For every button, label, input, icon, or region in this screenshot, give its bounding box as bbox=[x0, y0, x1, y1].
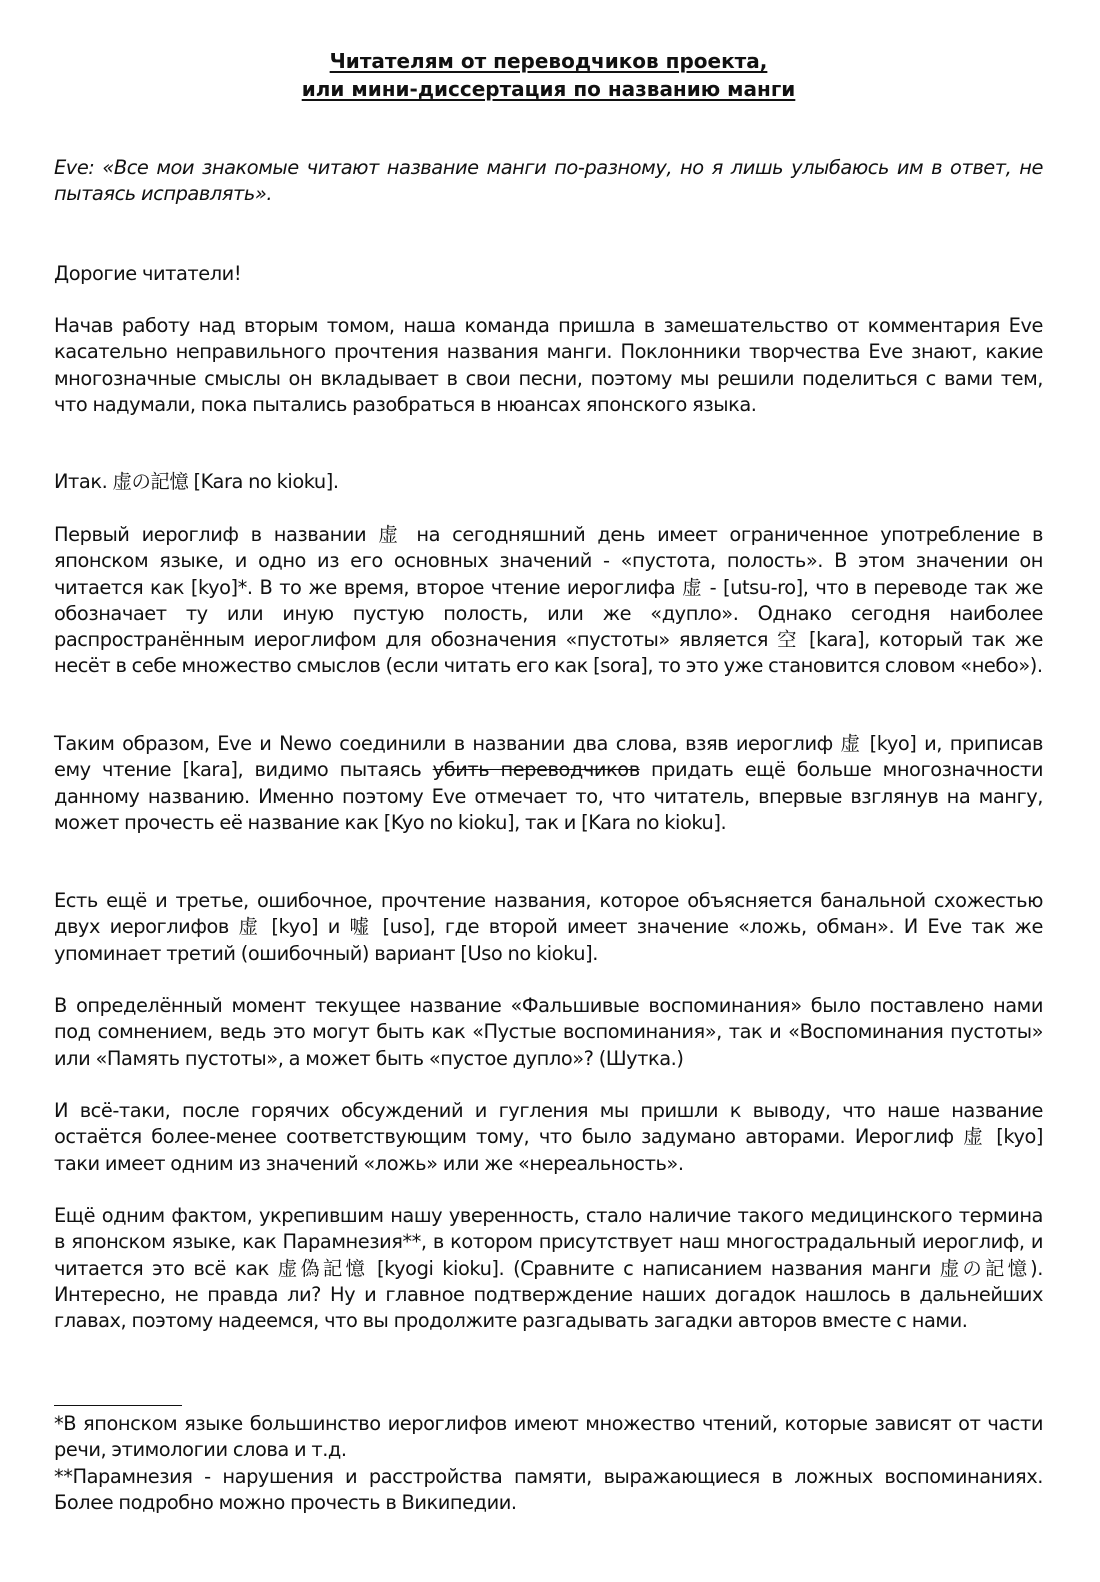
title-line-2: или мини-диссертация по названию манги bbox=[301, 77, 796, 101]
footnote-1: *В японском языке большинство иероглифов имеют множество чтений, которые зависят от части речи, этимологии слова и т.д. bbox=[54, 1412, 1043, 1462]
paragraph-title-reading: Итак. 虚の記憶 [Kara no kioku]. bbox=[54, 470, 339, 493]
paragraph-combination bbox=[54, 731, 1043, 836]
p4-text-before: Таким образом, Eve и Newo соединили в названии два слова, взяв иероглиф 虚 [kyo] и, приписав ему чтение [kara], видимо пытаясь bbox=[54, 732, 1043, 782]
title-line-1: Читателям от переводчиков проекта, bbox=[329, 49, 768, 73]
paragraph-third-reading: Есть ещё и третье, ошибочное, прочтение названия, которое объясняется банальной схожестью двух иероглифов 虚 [kyo] и 嘘 [uso], где второй имеет значение «ложь, обман». И Eve так же упоминает третий (ошибочный) вариант [Uso no kioku]. bbox=[54, 889, 1043, 965]
paragraph-title-doubt: В определённый момент текущее название «Фальшивые воспоминания» было поставлено нами под сомнением, ведь это могут быть как «Пустые воспоминания», так и «Воспоминания пустоты» или «Память пустоты», а может быть «пустое дупло»? (Шутка.) bbox=[54, 994, 1043, 1070]
paragraph-paramnesia: Ещё одним фактом, укрепившим нашу уверенность, стало наличие такого медицинского термина в японском языке, как Парамнезия**, в котором присутствует наш многострадальный иероглиф, и читается это всё как 虚偽記憶 [kyogi kioku]. (Сравните с написанием названия манги 虚の記憶). Интересно, не правда ли? Ну и главное подтверждение наших догадок нашлось в дальнейших главах, поэтому надеемся, что вы продолжите разгадывать загадки авторов вместе с нами. bbox=[54, 1204, 1043, 1333]
footnote-2: **Парамнезия - нарушения и расстройства памяти, выражающиеся в ложных воспоминаниях. Более подробно можно прочесть в Википедии. bbox=[54, 1465, 1043, 1515]
p4-text-after: придать ещё больше многозначности данному названию. Именно поэтому Eve отмечает то, что читатель, впервые взглянув на мангу, может прочесть её название как [Kyo no kioku], так и [Kara no kioku]. bbox=[54, 758, 1043, 834]
epigraph-quote: Eve: «Все мои знакомые читают название манги по-разному, но я лишь улыбаюсь им в ответ, не пытаясь исправлять». bbox=[54, 156, 1043, 206]
paragraph-first-kanji: Первый иероглиф в названии 虚 на сегодняшний день имеет ограниченное употребление в японском языке, и одно из его основных значений - «пустота, полость». В этом значении он читается как [kyo]*. В то же время, второе чтение иероглифа 虚 - [utsu-ro], что в переводе так же обозначает ту или иную пустую полость, или же «дупло». Однако сегодня наиболее распространённым иероглифом для обозначения «пустоты» является 空 [kara], который так же несёт в себе множество смыслов (если читать его как [sora], то это уже становится словом «небо»). bbox=[54, 523, 1043, 678]
strikethrough-text: убить переводчиков bbox=[432, 758, 640, 782]
greeting: Дорогие читатели! bbox=[54, 262, 242, 285]
paragraph-intro: Начав работу над вторым томом, наша команда пришла в замешательство от комментария Eve касательно неправильного прочтения названия манги. Поклонники творчества Eve знают, какие многозначные смыслы он вкладывает в свои песни, поэтому мы решили поделиться с вами тем, что надумали, пока пытались разобраться в нюансах японского языка. bbox=[54, 314, 1043, 416]
paragraph-conclusion: И всё-таки, после горячих обсуждений и гугления мы пришли к выводу, что наше название остаётся более-менее соответствующим тому, что было задумано авторами. Иероглиф 虚 [kyo] таки имеет одним из значений «ложь» или же «нереальность». bbox=[54, 1099, 1043, 1175]
footnote-divider bbox=[54, 1405, 182, 1406]
page-title bbox=[54, 47, 1043, 103]
